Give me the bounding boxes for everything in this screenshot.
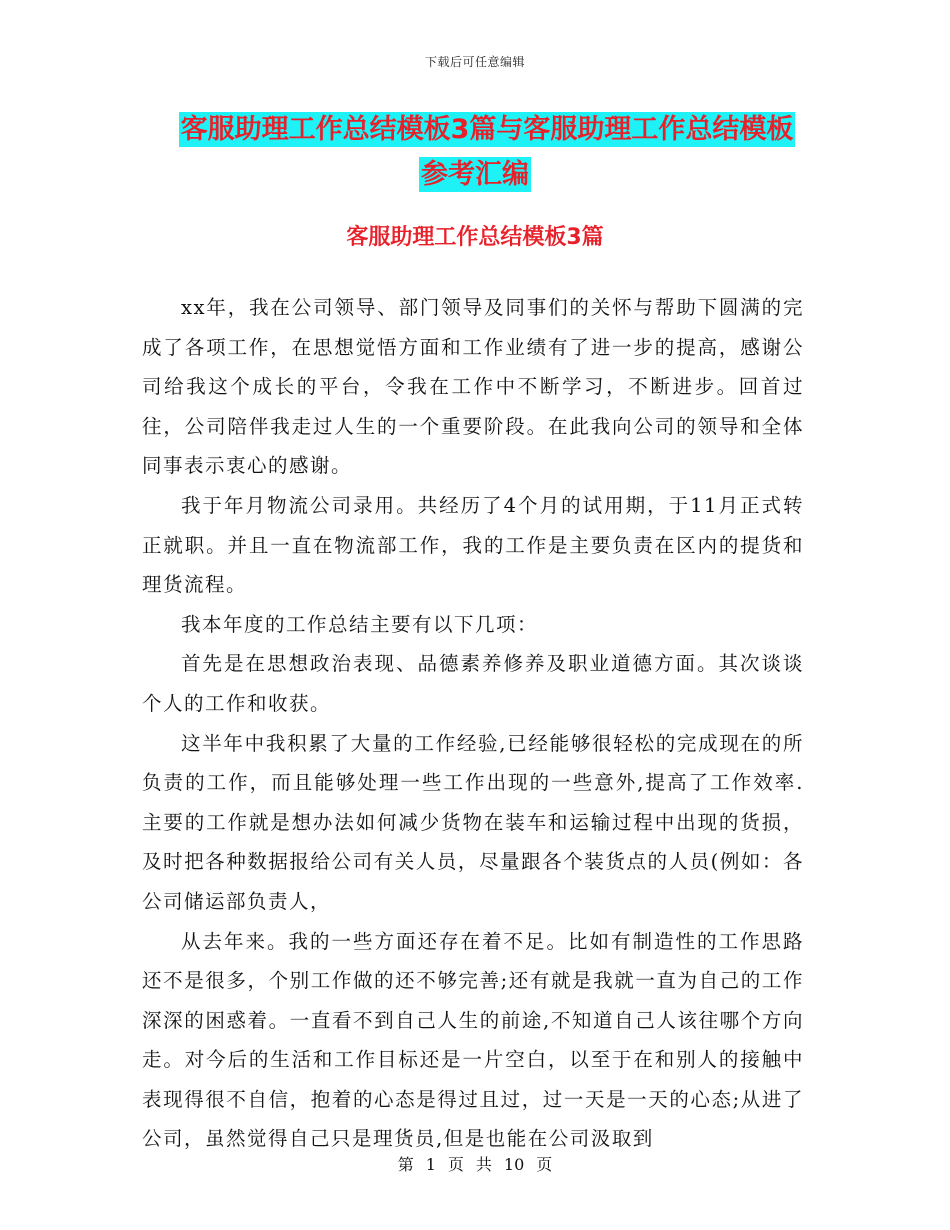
header-note: 下载后可任意编辑 xyxy=(424,55,525,69)
paragraph-6: 从去年来。我的一些方面还存在着不足。比如有制造性的工作思路还不是很多，个别工作做的还不够完善;还有就是我就一直为自己的工作深深的困惑着。一直看不到自己人生的前途,不知道自己人该往哪个方向走。对今后的生活和工作目标还是一片空白，以至于在和别人的接触中表现得很不自信，抱着的心态是得过且过，过一天是一天的心态;从进了公司，虽然觉得自己只是理货员,但是也能在公司汲取到 xyxy=(142,929,804,1151)
page-footer xyxy=(0,1152,950,1175)
footer-total-pages: 10 xyxy=(503,1155,525,1174)
section-title: 客服助理工作总结模板3篇 xyxy=(346,225,604,250)
paragraph-3: 我本年度的工作总结主要有以下几项： xyxy=(181,612,539,636)
main-title-text-1: 客服助理工作总结模板3篇与客服助理工作总结模板 xyxy=(180,114,794,145)
footer-prefix: 第 xyxy=(397,1155,414,1174)
footer-suffix: 页 xyxy=(536,1155,553,1174)
main-title-line-1 xyxy=(0,110,950,150)
footer-page-label: 页 xyxy=(447,1155,464,1174)
footer-page-number: 1 xyxy=(425,1155,436,1174)
document-body xyxy=(142,288,804,1159)
main-title-text-2: 参考汇编 xyxy=(421,159,529,190)
footer-total-prefix: 共 xyxy=(475,1155,492,1174)
main-title-line-2 xyxy=(0,155,950,195)
paragraph-2: 我于年月物流公司录用。共经历了4个月的试用期，于11月正式转正就职。并且一直在物流部工作，我的工作是主要负责在区内的提货和理货流程。 xyxy=(142,493,804,597)
paragraph-4: 首先是在思想政治表现、品德素养修养及职业道德方面。其次谈谈个人的工作和收获。 xyxy=(142,652,804,715)
paragraph-1: xx年，我在公司领导、部门领导及同事们的关怀与帮助下圆满的完成了各项工作，在思想觉悟方面和工作业绩有了进一步的提高，感谢公司给我这个成长的平台，令我在工作中不断学习，不断进步。回首过往，公司陪伴我走过人生的一个重要阶段。在此我向公司的领导和全体同事表示衷心的感谢。 xyxy=(142,296,804,478)
paragraph-5: 这半年中我积累了大量的工作经验,已经能够很轻松的完成现在的所负责的工作，而且能够处理一些工作出现的一些意外,提高了工作效率.主要的工作就是想办法如何减少货物在装车和运输过程中出现的货损，及时把各种数据报给公司有关人员，尽量跟各个装货点的人员(例如：各公司储运部负责人， xyxy=(142,731,804,913)
